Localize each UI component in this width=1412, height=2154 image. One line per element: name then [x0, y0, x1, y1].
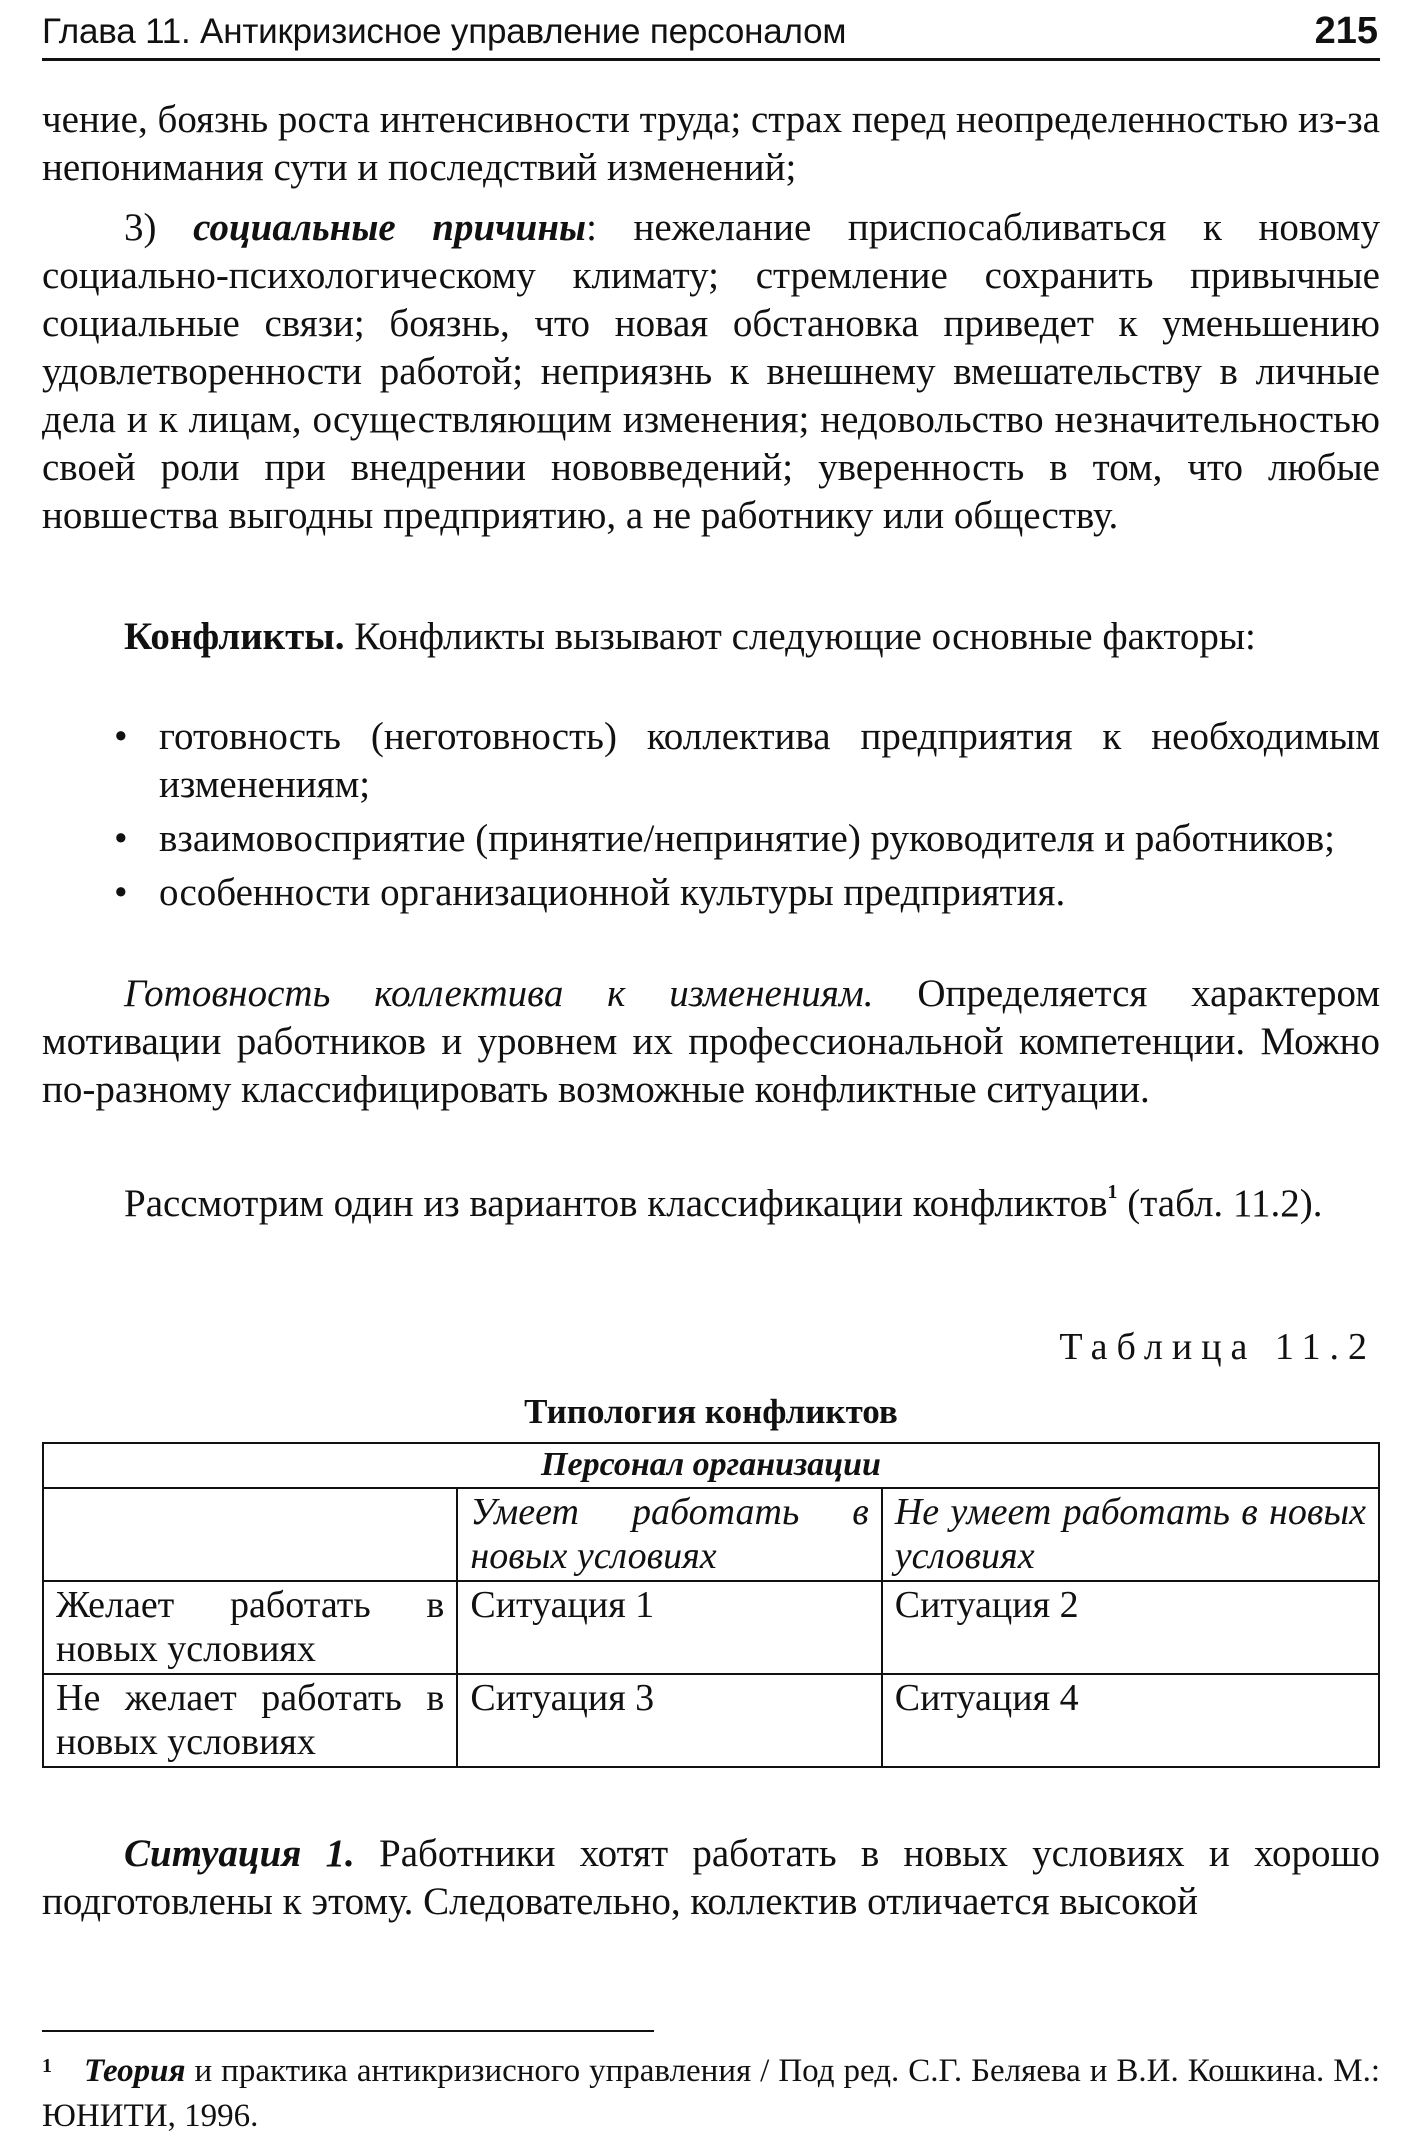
table-cell: Ситуация 1: [457, 1581, 881, 1674]
list-item-text: готовность (неготовность) коллектива предприятия к необходимым изменениям;: [159, 715, 1380, 806]
table-label: Таблица 11.2: [1059, 1326, 1376, 1368]
book-page: [42, 0, 1380, 2154]
bullet-icon: •: [114, 817, 128, 860]
social-reasons-text: : нежелание приспосабливаться к новому социально-психологическому климату; стремление сохранить привычные социальные связи; боязнь, что новая обстановка приведет к уменьшению удовлетворенности работой; неприязнь к внешнему вмешательству в личные дела и к лицам, осуществляющим изменения; недовольство незначительностью своей роли при внедрении нововведений; уверенность в том, что любые новшества выгодны предприятию, а не работнику или обществу.: [42, 206, 1380, 537]
paragraph-classification: [42, 1180, 1380, 1228]
column-header-can-work: Умеет работать в новых условиях: [457, 1488, 881, 1581]
footnote: [42, 2049, 1380, 2139]
bullet-icon: •: [114, 715, 128, 758]
table-row: [43, 1674, 1379, 1767]
chapter-title: Глава 11. Антикризисное управление персоналом: [42, 12, 847, 51]
social-prefix: 3): [124, 206, 194, 249]
running-head: [42, 8, 1380, 61]
paragraph-readiness: [42, 970, 1380, 1114]
list-item: [114, 869, 1380, 917]
footnote-citation: и практика антикризисного управления / Под ред. С.Г. Беляева и В.И. Кошкина. М.: ЮНИТИ, 1996.: [42, 2053, 1380, 2134]
paragraph-conflicts: [42, 613, 1380, 661]
page-number: 215: [1314, 10, 1378, 52]
footnote-number: 1: [42, 2055, 52, 2077]
table-row: [43, 1581, 1379, 1674]
conflicts-label: Конфликты.: [124, 615, 345, 658]
row-header-wants-work: Желает работать в новых условиях: [43, 1581, 457, 1674]
classification-text: Рассмотрим один из вариантов классификации конфликтов: [124, 1182, 1108, 1225]
situation-text: Работники хотят работать в новых условиях и хорошо подготовлены к этому. Следовательно, коллектив отличается высокой: [42, 1832, 1380, 1923]
table-cell: Ситуация 4: [882, 1674, 1379, 1767]
readiness-label: Готовность коллектива к изменениям.: [124, 972, 874, 1015]
table-cell: Ситуация 3: [457, 1674, 881, 1767]
footnote-title-start: Теория: [84, 2053, 186, 2089]
empty-table-cell: [43, 1488, 457, 1581]
list-item-text: взаимовосприятие (принятие/непринятие) руководителя и работников;: [159, 817, 1336, 860]
situation-label: Ситуация 1.: [124, 1832, 355, 1875]
paragraph-social-reasons: [42, 204, 1380, 540]
social-reasons-label: социальные причины: [193, 206, 587, 249]
conflict-factor-list: [114, 713, 1380, 923]
classification-end: (табл. 11.2).: [1117, 1182, 1323, 1225]
table-group-header: Персонал организации: [43, 1443, 1379, 1488]
row-header-does-not-want-work: Не желает работать в новых условиях: [43, 1674, 457, 1767]
footnote-text: [42, 2049, 1380, 2139]
readiness-text: Определяется характером мотивации работников и уровнем их профессиональной компетенции. Можно по-разному классифицировать возможные конфликтные ситуации.: [42, 972, 1380, 1111]
list-item: [114, 815, 1380, 863]
bullet-icon: •: [114, 871, 128, 914]
table-cell: Ситуация 2: [882, 1581, 1379, 1674]
list-item-text: особенности организационной культуры предприятия.: [159, 871, 1066, 914]
table-header-row: [43, 1443, 1379, 1488]
paragraph-situation-1: [42, 1830, 1380, 1926]
conflict-typology-table: [42, 1442, 1380, 1768]
table-title: Типология конфликтов: [524, 1392, 898, 1431]
table-column-row: [43, 1488, 1379, 1581]
footnote-reference: 1: [1107, 1181, 1118, 1203]
list-item: [114, 713, 1380, 809]
column-header-cannot-work: Не умеет работать в новых условиях: [882, 1488, 1379, 1581]
paragraph-continued: чение, боязнь роста интенсивности труда; страх перед неопределенностью из-за непонимания сути и последствий изменений;: [42, 98, 1380, 189]
footnote-divider: [42, 2030, 654, 2032]
conflicts-text: Конфликты вызывают следующие основные факторы:: [344, 615, 1256, 658]
